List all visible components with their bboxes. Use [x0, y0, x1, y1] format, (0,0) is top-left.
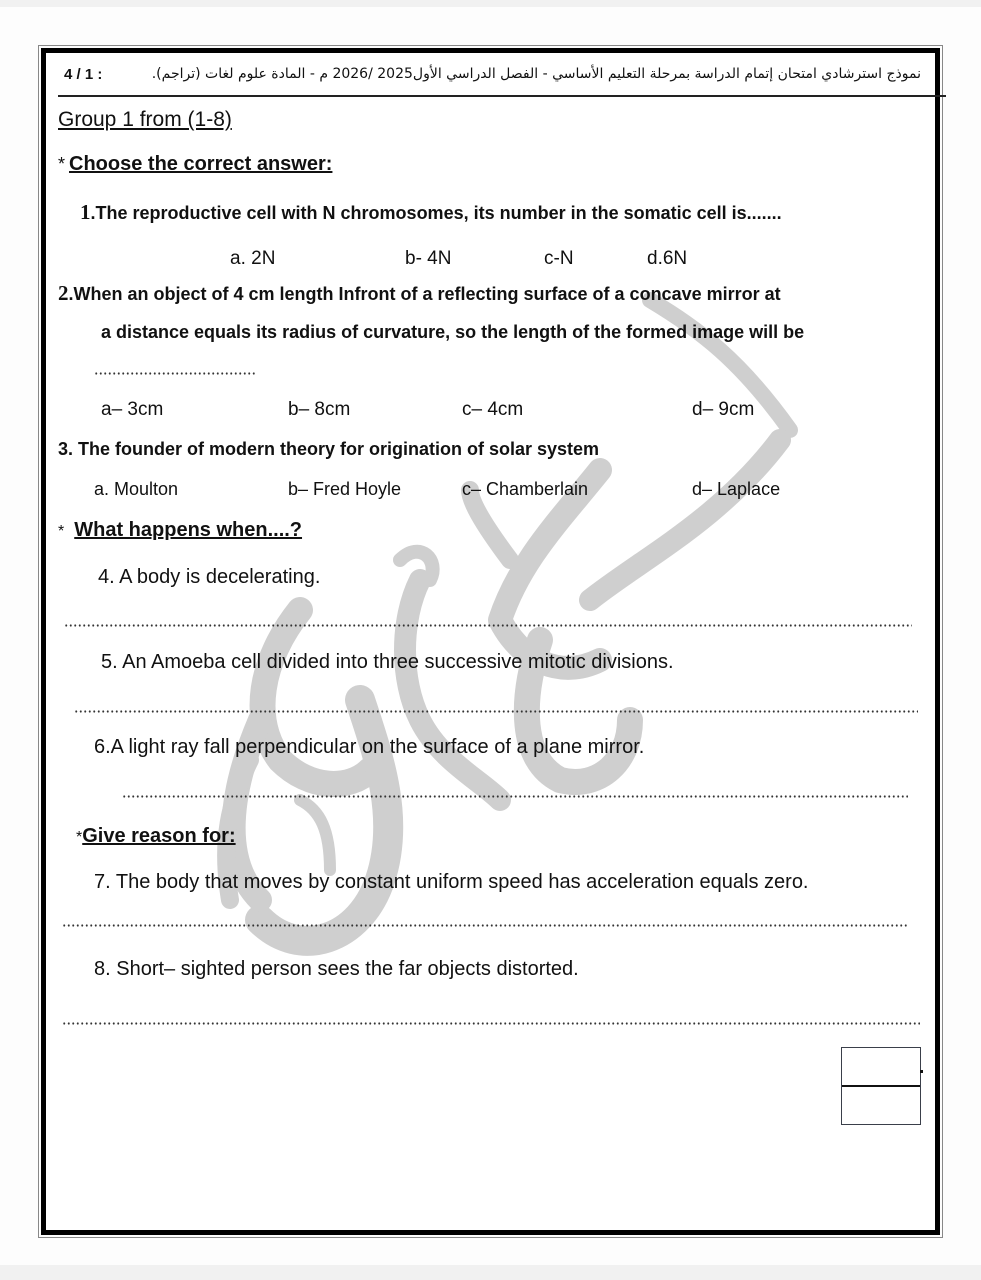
question-4: 4. A body is decelerating. [98, 566, 321, 588]
question-text: .When an object of 4 cm length Infront of a reflecting surface of a concave mirror at [68, 284, 781, 304]
page-indicator: 4 / 1 : [64, 66, 103, 83]
question-number: 3 [58, 439, 69, 459]
question-7: 7. The body that moves by constant uniform speed has acceleration equals zero. [94, 871, 809, 893]
bottom-margin-strip [0, 1265, 981, 1280]
exam-header-title: نموذج استرشادي امتحان إتمام الدراسة بمرحلة التعليم الأساسي - الفصل الدراسي الأول2025 /2026 م - المادة علوم لغات (تراجم). [151, 66, 921, 82]
bullet-star: * [58, 523, 65, 540]
section-what-happens-title [58, 519, 302, 542]
section-title-text: What happens when....? [74, 519, 303, 541]
q2-option-c[interactable]: c– 4cm [462, 399, 524, 420]
question-2-line-2: a distance equals its radius of curvature, so the length of the formed image will be [101, 322, 805, 342]
q3-option-c[interactable]: c– Chamberlain [462, 479, 589, 499]
question-number: 1 [80, 200, 91, 224]
question-number: 2 [58, 281, 69, 305]
answer-line[interactable] [122, 795, 908, 798]
bullet-star: * [76, 829, 83, 846]
score-box [841, 1047, 921, 1125]
q2-option-d[interactable]: d– 9cm [692, 399, 755, 420]
question-6: 6.A light ray fall perpendicular on the surface of a plane mirror. [94, 736, 645, 758]
q2-option-b[interactable]: b– 8cm [288, 399, 351, 420]
question-text: . The founder of modern theory for origination of solar system [68, 439, 600, 459]
answer-line[interactable] [64, 624, 912, 627]
q1-option-b[interactable]: b- 4N [405, 248, 452, 269]
answer-line[interactable] [62, 1022, 920, 1025]
q3-option-a[interactable]: a. Moulton [94, 479, 179, 499]
bullet-star: * [58, 154, 66, 174]
q1-option-c[interactable]: c-N [544, 248, 574, 269]
q1-option-a[interactable]: a. 2N [230, 248, 276, 269]
question-2 [58, 281, 781, 306]
section-title-text: Choose the correct answer: [69, 153, 333, 175]
answer-line[interactable] [62, 924, 908, 927]
section-choose-title [58, 153, 332, 176]
group-title: Group 1 from (1-8) [58, 108, 232, 131]
question-1 [80, 200, 782, 225]
section-give-reason-title [76, 825, 236, 848]
header-divider [58, 95, 946, 97]
score-box-divider [842, 1085, 920, 1087]
q1-option-d[interactable]: d.6N [647, 248, 688, 269]
section-title-text: Give reason for: [82, 825, 236, 847]
question-text: .The reproductive cell with N chromosomes, its number in the somatic cell is....... [90, 203, 782, 223]
score-box-mark [920, 1070, 923, 1073]
answer-line[interactable] [74, 710, 918, 713]
q3-option-d[interactable]: d– Laplace [692, 479, 781, 499]
q3-option-b[interactable]: b– Fred Hoyle [288, 479, 402, 499]
q2-option-a[interactable]: a– 3cm [101, 399, 164, 420]
question-8: 8. Short– sighted person sees the far objects distorted. [94, 958, 579, 980]
answer-blank[interactable] [94, 372, 256, 375]
question-5: 5. An Amoeba cell divided into three successive mitotic divisions. [101, 651, 674, 673]
page-frame [41, 48, 940, 1235]
question-3 [58, 439, 599, 460]
top-margin-strip [0, 0, 981, 7]
